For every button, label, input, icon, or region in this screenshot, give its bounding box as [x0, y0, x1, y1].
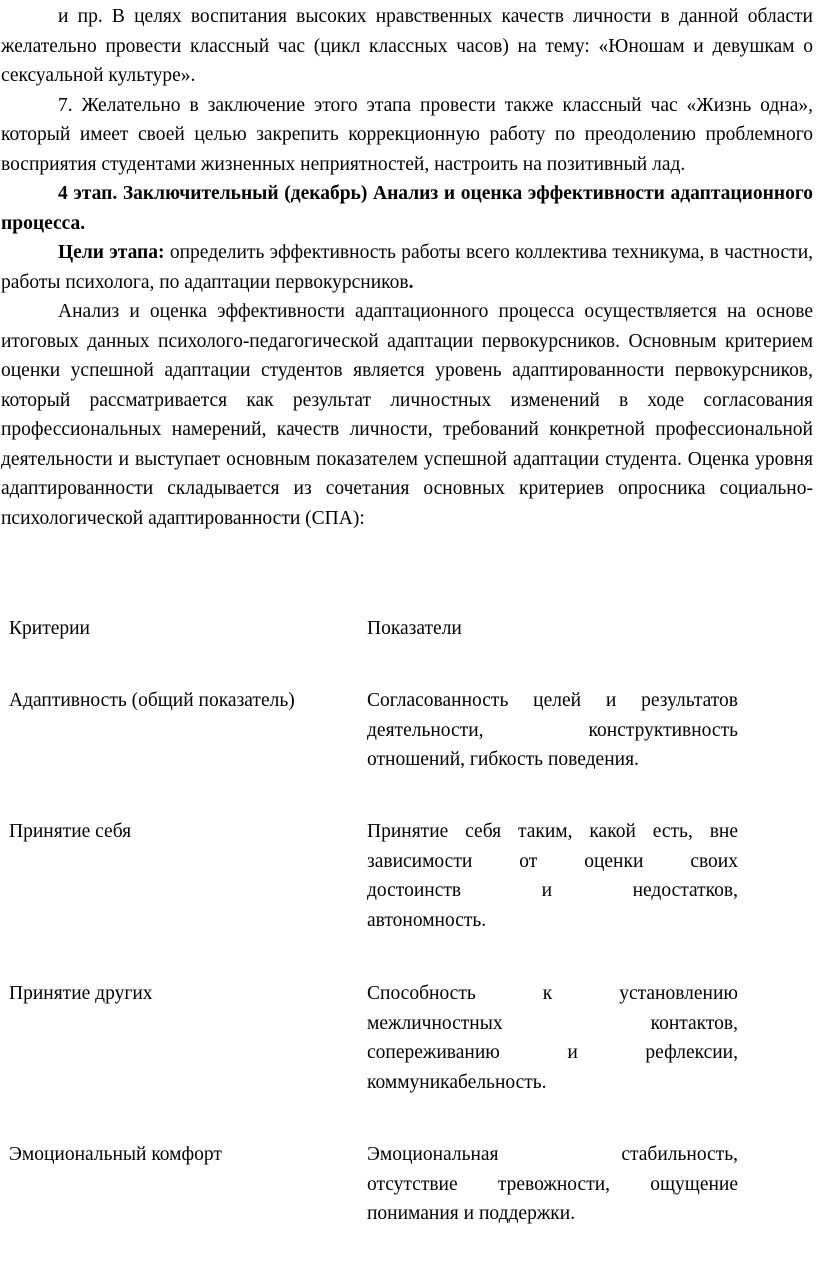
goals-text: определить эффективность работы всего коллектива техникума, в частности, работы психолога, по адаптации первокурсников	[1, 242, 814, 293]
row-indicators	[367, 979, 738, 1097]
indicator-line: автономность.	[367, 909, 487, 931]
row-criteria: Принятие себя	[9, 821, 132, 842]
indicator-line: коммуникабельность.	[367, 1071, 547, 1093]
row-criteria: Адаптивность (общий показатель)	[9, 690, 295, 711]
indicator-line: понимания и поддержки.	[367, 1203, 576, 1224]
body-text	[1, 2, 813, 533]
paragraph-1: и пр. В целях воспитания высоких нравственных качеств личности в данной области желательно провести классный час (цикл классных часов) на тему: «Юношам и девушкам о сексуальной культуре».	[1, 6, 813, 86]
row-indicators	[367, 1140, 738, 1229]
indicator-line: достоинств и недостатков,	[367, 880, 738, 901]
indicator-line: Способность к установлению	[367, 983, 738, 1004]
header-indicators: Показатели	[367, 618, 462, 639]
indicator-line: Эмоциональная стабильность,	[367, 1144, 738, 1165]
row-indicators	[367, 817, 738, 935]
indicator-line: сопереживанию и рефлексии,	[367, 1042, 738, 1063]
indicator-line: деятельности, конструктивность	[367, 719, 738, 741]
paragraph-2: 7. Желательно в заключение этого этапа провести также классный час «Жизнь одна», который имеет своей целью закрепить коррекционную работу по преодолению проблемного восприятия студентами жизненных неприятностей, настроить на позитивный лад.	[1, 94, 813, 175]
indicator-line: отсутствие тревожности, ощущение	[367, 1173, 738, 1195]
indicator-line: Принятие себя таким, какой есть, вне	[367, 821, 738, 842]
stage-heading: 4 этап. Заключительный (декабрь) Анализ и оценка эффективности адаптационного процесса.	[1, 183, 813, 234]
row-indicators	[367, 686, 738, 775]
row-criteria: Принятие других	[9, 983, 153, 1004]
indicator-line: межличностных контактов,	[367, 1012, 738, 1034]
paragraph-analysis: Анализ и оценка эффективности адаптационного процесса осуществляется на основе итоговых данных психолого-педагогической адаптации первокурсников. Основным критерием оценки успешной адаптации студентов является уровень адаптированности первокурсников, который рассматривается как результат личностных изменений в ходе согласования профессиональных намерений, качеств личности, требований конкретной профессиональной деятельности и выступает основным показателем успешной адаптации студента. Оценка уровня адаптированности складывается из сочетания основных критериев опросника социально-психологической адаптированности (СПА):	[1, 301, 813, 529]
paragraph-goals	[1, 238, 813, 297]
header-criteria: Критерии	[9, 618, 90, 639]
goals-label: Цели этапа:	[58, 242, 165, 263]
indicator-line: отношений, гибкость поведения.	[367, 749, 639, 770]
goals-end: .	[408, 271, 414, 293]
indicator-line: Согласованность целей и результатов	[367, 690, 738, 711]
indicator-line: зависимости от оценки своих	[367, 850, 738, 872]
row-criteria: Эмоциональный комфорт	[9, 1144, 222, 1165]
